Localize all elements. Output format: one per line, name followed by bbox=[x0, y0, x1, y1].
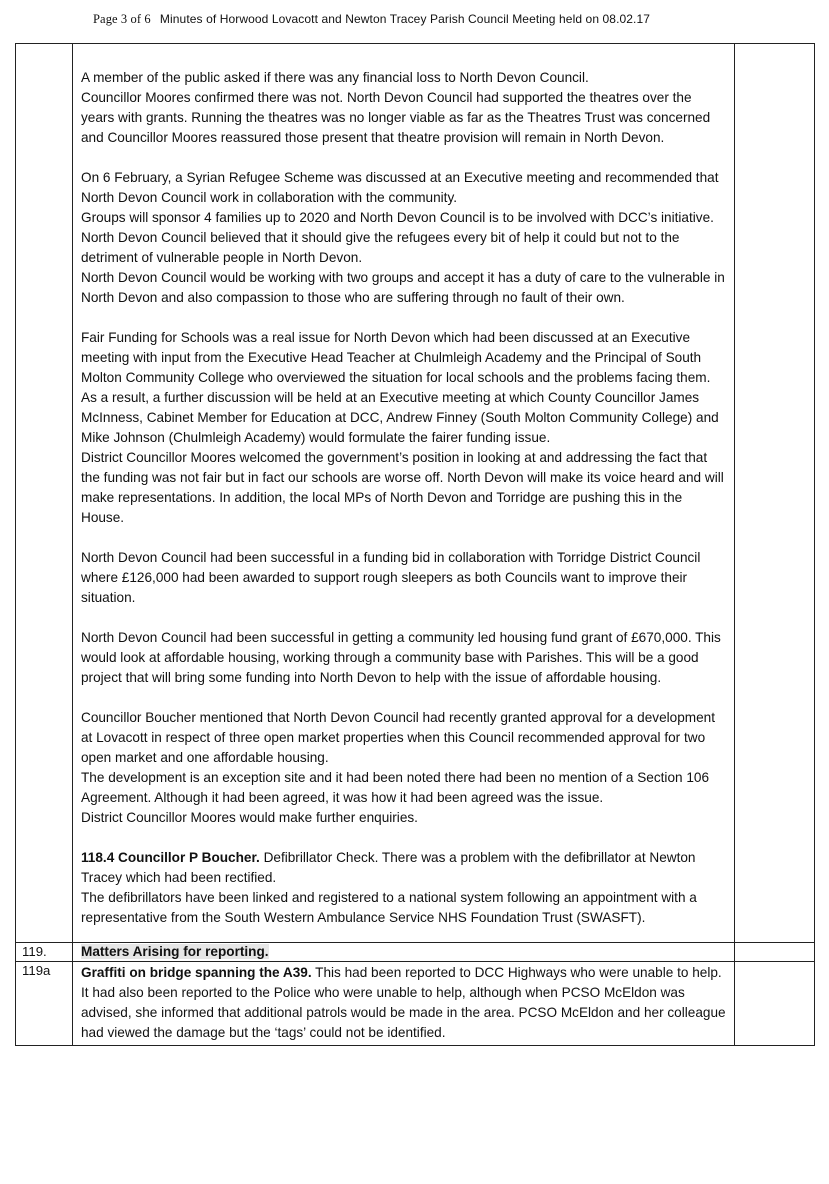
text-line: North Devon Council believed that it should give the refugees every bit of help it could but not to the detriment of vulnerable people in North Devon. bbox=[81, 230, 680, 265]
text-line: The development is an exception site and it had been noted there had been no mention of a Section 106 Agreement. Although it had been agreed, it was how it had been agreed was the issue. bbox=[81, 770, 710, 805]
item-heading: Graffiti on bridge spanning the A39. bbox=[81, 965, 312, 980]
inline-text: This had been reported to DCC Highways who were unable to help. bbox=[311, 965, 722, 980]
text-line: North Devon Council had been successful in a funding bid in collaboration with Torridge District Council where £126,000 had been awarded to support rough sleepers as both Councils want to improve their situation. bbox=[81, 550, 701, 605]
text-line: Councillor Boucher mentioned that North Devon Council had recently granted approval for a development at Lovacott in respect of three open market properties when this Council recommended approval for two open market and one affordable housing. bbox=[81, 710, 715, 765]
paragraph-fair-funding bbox=[81, 328, 728, 528]
table-row bbox=[16, 962, 815, 1046]
text-line bbox=[81, 848, 728, 888]
paragraph-housing-fund bbox=[81, 628, 728, 688]
text-line: It had also been reported to the Police who were unable to help, although when PCSO McEldon was advised, she informed that additional patrols would be made in the area. PCSO McEldon and her colleague had viewed the damage but the ‘tags’ could not be identified. bbox=[81, 985, 726, 1040]
table-row bbox=[16, 943, 815, 962]
graffiti-item bbox=[73, 962, 735, 1046]
text-line: North Devon Council had been successful in getting a community led housing fund grant of £670,000. This would look at affordable housing, working through a community base with Parishes. This will be a good project that will bring some funding into North Devon to help with the issue of affordable housing. bbox=[81, 630, 721, 685]
text-line: On 6 February, a Syrian Refugee Scheme was discussed at an Executive meeting and recommended that North Devon Council work in collaboration with the community. bbox=[81, 170, 719, 205]
table-row bbox=[16, 44, 815, 943]
text-line: Fair Funding for Schools was a real issue for North Devon which had been discussed at an Executive meeting with input from the Executive Head Teacher at Chulmleigh Academy and the Principal of South Molton Community College who overviewed the situation for local schools and the problems facing them. As a result, a further discussion will be held at an Executive meeting at which County Councillor James McInness, Cabinet Member for Education at DCC, Andrew Finney (South Molton Community College) and Mike Johnson (Chulmleigh Academy) would formulate the fairer funding issue. bbox=[81, 330, 719, 445]
paragraph-theatres bbox=[81, 68, 728, 148]
paragraph-lovacott-development bbox=[81, 708, 728, 828]
text-line: Councillor Moores confirmed there was not. North Devon Council had supported the theatres over the years with grants. Running the theatres was no longer viable as far as the Theatres Trust was concerned and Councillor Moores reassured those present that theatre provision will remain in North Devon. bbox=[81, 90, 711, 145]
text-line: North Devon Council would be working with two groups and accept it has a duty of care to the vulnerable in North Devon and also compassion to those who are suffering through no fault of their own. bbox=[81, 270, 725, 305]
item-number: 119. bbox=[16, 943, 73, 962]
text-line: A member of the public asked if there was any financial loss to North Devon Council. bbox=[81, 70, 589, 85]
item-number: 119a bbox=[16, 962, 73, 1046]
item-heading-cell bbox=[73, 943, 735, 962]
action-cell bbox=[735, 962, 815, 1046]
action-cell bbox=[735, 943, 815, 962]
section-heading: Matters Arising for reporting. bbox=[81, 944, 269, 959]
item-number-cell bbox=[16, 44, 73, 943]
page-header bbox=[93, 12, 650, 27]
minutes-table bbox=[15, 43, 815, 1046]
item-heading: 118.4 Councillor P Boucher. bbox=[81, 850, 260, 865]
text-line: District Councillor Moores welcomed the government’s position in looking at and addressing the fact that the funding was not fair but in fact our schools are worse off. North Devon will make its voice heard and will make representations. In addition, the local MPs of North Devon and Torridge are pushing this in the House. bbox=[81, 450, 724, 525]
text-line: The defibrillators have been linked and registered to a national system following an appointment with a representative from the South Western Ambulance Service NHS Foundation Trust (SWASFT). bbox=[81, 890, 697, 925]
paragraph-defibrillator bbox=[81, 848, 728, 928]
page-number: Page 3 of 6 bbox=[93, 12, 151, 26]
text-line: District Councillor Moores would make further enquiries. bbox=[81, 810, 418, 825]
document-title: Minutes of Horwood Lovacott and Newton Tracey Parish Council Meeting held on 08.02.17 bbox=[159, 12, 651, 26]
inline-text: Defibrillator Check. There was a problem with the defibrillator at Newton Tracey which had been rectified. bbox=[81, 850, 696, 885]
action-cell bbox=[735, 44, 815, 943]
text-line: Groups will sponsor 4 families up to 2020 and North Devon Council is to be involved with DCC’s initiative. bbox=[81, 210, 714, 225]
minutes-body bbox=[73, 44, 735, 943]
paragraph-rough-sleepers bbox=[81, 548, 728, 608]
paragraph-refugee-scheme bbox=[81, 168, 728, 308]
